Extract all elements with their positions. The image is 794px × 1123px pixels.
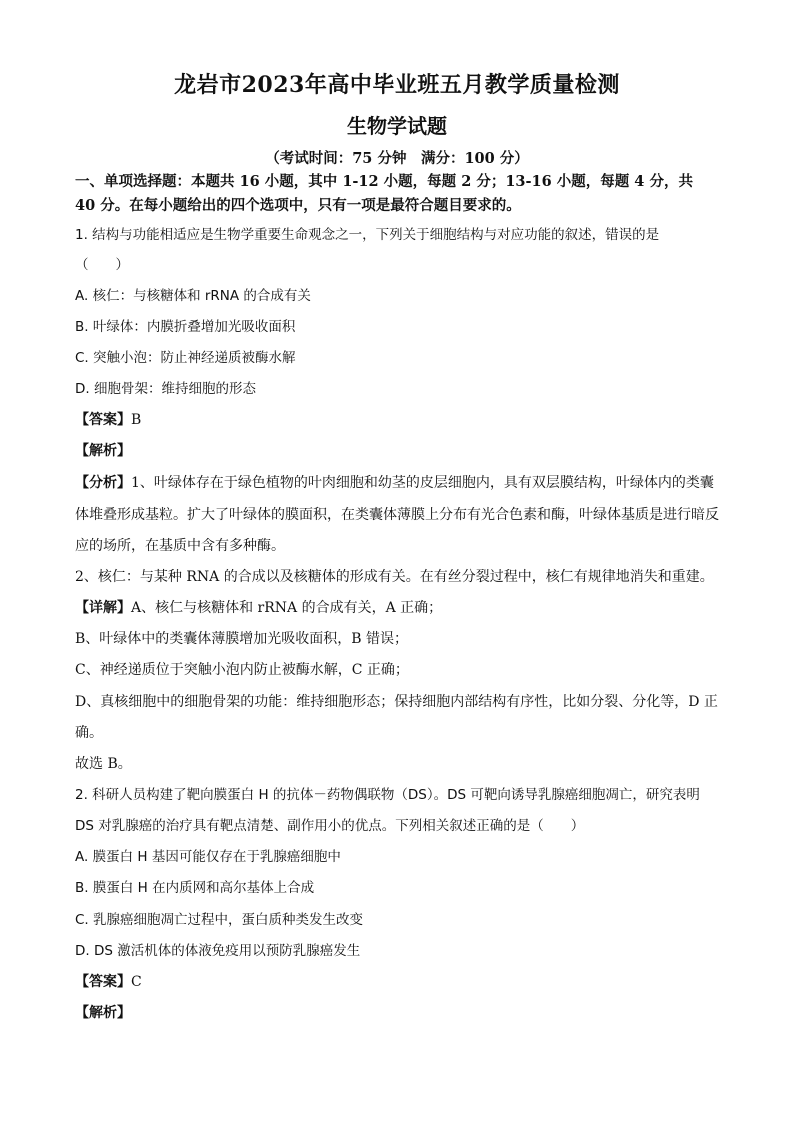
q2-stem-line2: DS 对乳腺癌的治疗具有靶点清楚、副作用小的优点。下列相关叙述正确的是（ ）	[75, 818, 585, 834]
q2-answer-row	[75, 972, 725, 992]
q1-fenxi-tag: 【分析】	[75, 475, 131, 491]
q1-option-b: B. 叶绿体：内膜折叠增加光吸收面积	[75, 319, 296, 335]
section-heading-line1: 一、单项选择题：本题共 16 小题，其中 1-12 小题，每题 2 分；13-16 小题，每题 4 分，共	[75, 173, 693, 190]
q1-fenxi-line2: 体堆叠形成基粒。扩大了叶绿体的膜面积，在类囊体薄膜上分布有光合色素和酶，叶绿体基质是进行暗反	[75, 507, 719, 523]
q1-detail-tag: 【详解】	[75, 600, 131, 616]
q1-fenxi-line3: 应的场所，在基质中含有多种酶。	[75, 538, 285, 554]
q1-detail-line2: B、叶绿体中的类囊体薄膜增加光吸收面积，B 错误；	[75, 631, 409, 647]
q1-detail-line5: 确。	[75, 725, 103, 741]
q2-answer-value: C	[131, 974, 142, 990]
q2-option-d: D. DS 激活机体的体液免疫用以预防乳腺癌发生	[75, 943, 361, 959]
q2-option-c: C. 乳腺癌细胞凋亡过程中，蛋白质种类发生改变	[75, 912, 364, 928]
q2-option-b: B. 膜蛋白 H 在内质网和高尔基体上合成	[75, 880, 315, 896]
exam-info: （考试时间：75 分钟 满分：100 分）	[265, 150, 529, 167]
q1-option-c: C. 突触小泡：防止神经递质被酶水解	[75, 350, 296, 366]
q2-analysis-tag: 【解析】	[75, 1005, 131, 1021]
q1-detail-line3: C、神经递质位于突触小泡内防止被酶水解，C 正确；	[75, 662, 409, 678]
q1-answer-tag: 【答案】	[75, 412, 131, 428]
exam-title: 龙岩市2023年高中毕业班五月教学质量检测	[174, 72, 620, 98]
q2-stem-line1: 2. 科研人员构建了靶向膜蛋白 H 的抗体－药物偶联物（DS）。DS 可靶向诱导乳腺癌细胞凋亡，研究表明	[75, 787, 700, 803]
q1-detail-line1: A、核仁与核糖体和 rRNA 的合成有关，A 正确；	[131, 600, 443, 616]
q1-fenxi-line4: 2、核仁：与某种 RNA 的合成以及核糖体的形成有关。在有丝分裂过程中，核仁有规律地消失和重建。	[75, 569, 714, 585]
q1-detail-row	[75, 598, 725, 618]
q1-option-d: D. 细胞骨架：维持细胞的形态	[75, 381, 256, 397]
q1-fenxi-row	[75, 473, 725, 493]
q2-answer-tag: 【答案】	[75, 974, 131, 990]
q1-conclusion: 故选 B。	[75, 756, 132, 772]
q1-stem-line2: （ ）	[75, 257, 129, 273]
q1-answer-row	[75, 410, 725, 430]
q1-fenxi-line1: 1、叶绿体存在于绿色植物的叶肉细胞和幼茎的皮层细胞内，具有双层膜结构，叶绿体内的类囊	[131, 475, 714, 491]
section-heading-line2: 40 分。在每小题给出的四个选项中，只有一项是最符合题目要求的。	[75, 197, 521, 214]
q1-analysis-tag: 【解析】	[75, 443, 131, 459]
q1-option-a: A. 核仁：与核糖体和 rRNA 的合成有关	[75, 288, 311, 304]
q1-stem-line1: 1. 结构与功能相适应是生物学重要生命观念之一，下列关于细胞结构与对应功能的叙述，错误的是	[75, 227, 660, 243]
exam-subtitle: 生物学试题	[347, 114, 447, 138]
q1-answer-value: B	[131, 412, 142, 428]
q2-option-a: A. 膜蛋白 H 基因可能仅存在于乳腺癌细胞中	[75, 849, 341, 865]
q1-detail-line4: D、真核细胞中的细胞骨架的功能：维持细胞形态；保持细胞内部结构有序性，比如分裂、分化等，D 正	[75, 694, 718, 710]
